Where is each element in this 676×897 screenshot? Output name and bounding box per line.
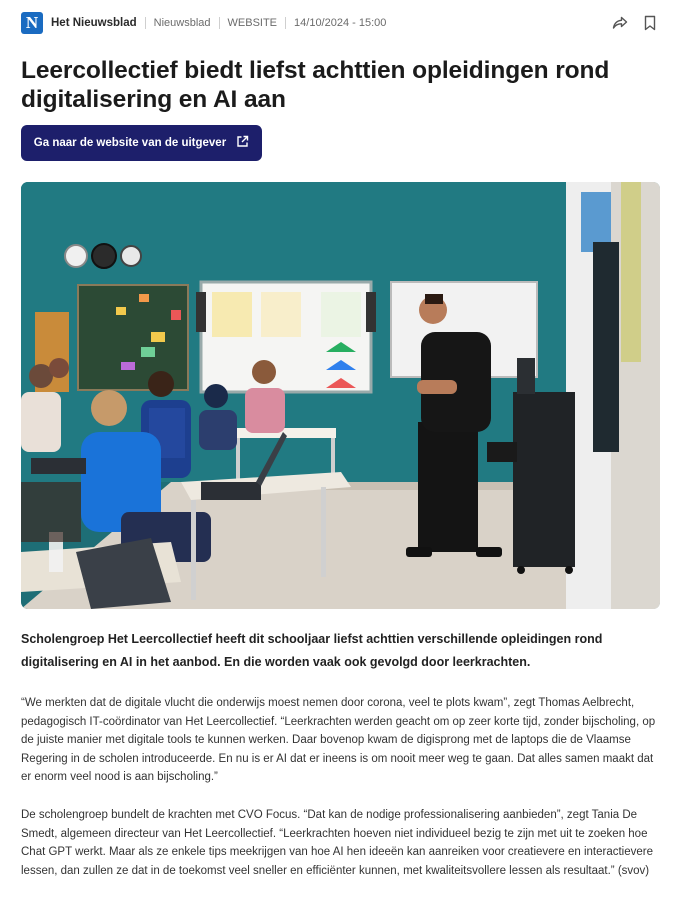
divider <box>145 17 146 29</box>
article-photo <box>21 182 660 609</box>
article-lead: Scholengroep Het Leercollectief heeft dit schooljaar liefst achttien verschillende opleidingen rond digitalisering en AI in het aanbod. En die worden vaak ook gevolgd door leerkrachten. <box>21 632 603 669</box>
publication-name: Nieuwsblad <box>153 17 211 29</box>
publisher-website-button[interactable] <box>21 125 262 161</box>
publisher-website-label: Ga naar de website van de uitgever <box>33 137 227 149</box>
divider <box>219 17 220 29</box>
source-bar <box>21 11 656 35</box>
article-paragraph: “We merkten dat de digitale vlucht die onderwijs moest nemen door corona, veel te plots kwam”, zegt Thomas Aelbrecht, pedagogisch IT-coördinator van Het Leercollectief. “Leerkrachten werden geacht om op zeer korte tijd, zonder bijscholing, op de juiste manier met digitale tools te kunnen werken. Daar bovenop kwam de digisprong met de laptops die de Vlaamse Regering in de scholen introduceerde. En nu is er AI dat er ineens is om nooit meer weg te gaan. Dat alles samen maakt dat er enorm veel nood is aan bijscholing.” <box>21 697 656 784</box>
nieuwsblad-logo: N <box>21 12 43 34</box>
article-paragraph: De scholengroep bundelt de krachten met CVO Focus. “Dat kan de nodige professionalisering aanbieden”, zegt Tania De Smedt, algemeen directeur van Het Leercollectief. “Leerkrachten hoeven niet individueel bezig te zijn met uit te zoeken hoe Chat GPT werkt. Maar als ze enkele tips meekrijgen van hoe AI hen ideeën kan aanreiken voor creatievere en interactievere lessen, dan zullen ze dat in de toekomst veel sneller en efficiënter kunnen, met kwaliteitsvollere lessen als resultaat.” (svov) <box>21 809 653 877</box>
bookmark-icon[interactable] <box>644 15 656 31</box>
source-name[interactable]: Het Nieuwsblad <box>51 17 137 29</box>
external-link-icon <box>236 135 249 151</box>
article-title: Leercollectief biedt liefst achttien opleidingen rond digitalisering en AI aan <box>21 57 610 113</box>
medium-type: WEBSITE <box>227 17 278 29</box>
divider <box>285 17 286 29</box>
share-icon[interactable] <box>612 16 628 30</box>
classroom-photo <box>21 182 660 609</box>
publish-datetime: 14/10/2024 - 15:00 <box>294 17 387 29</box>
